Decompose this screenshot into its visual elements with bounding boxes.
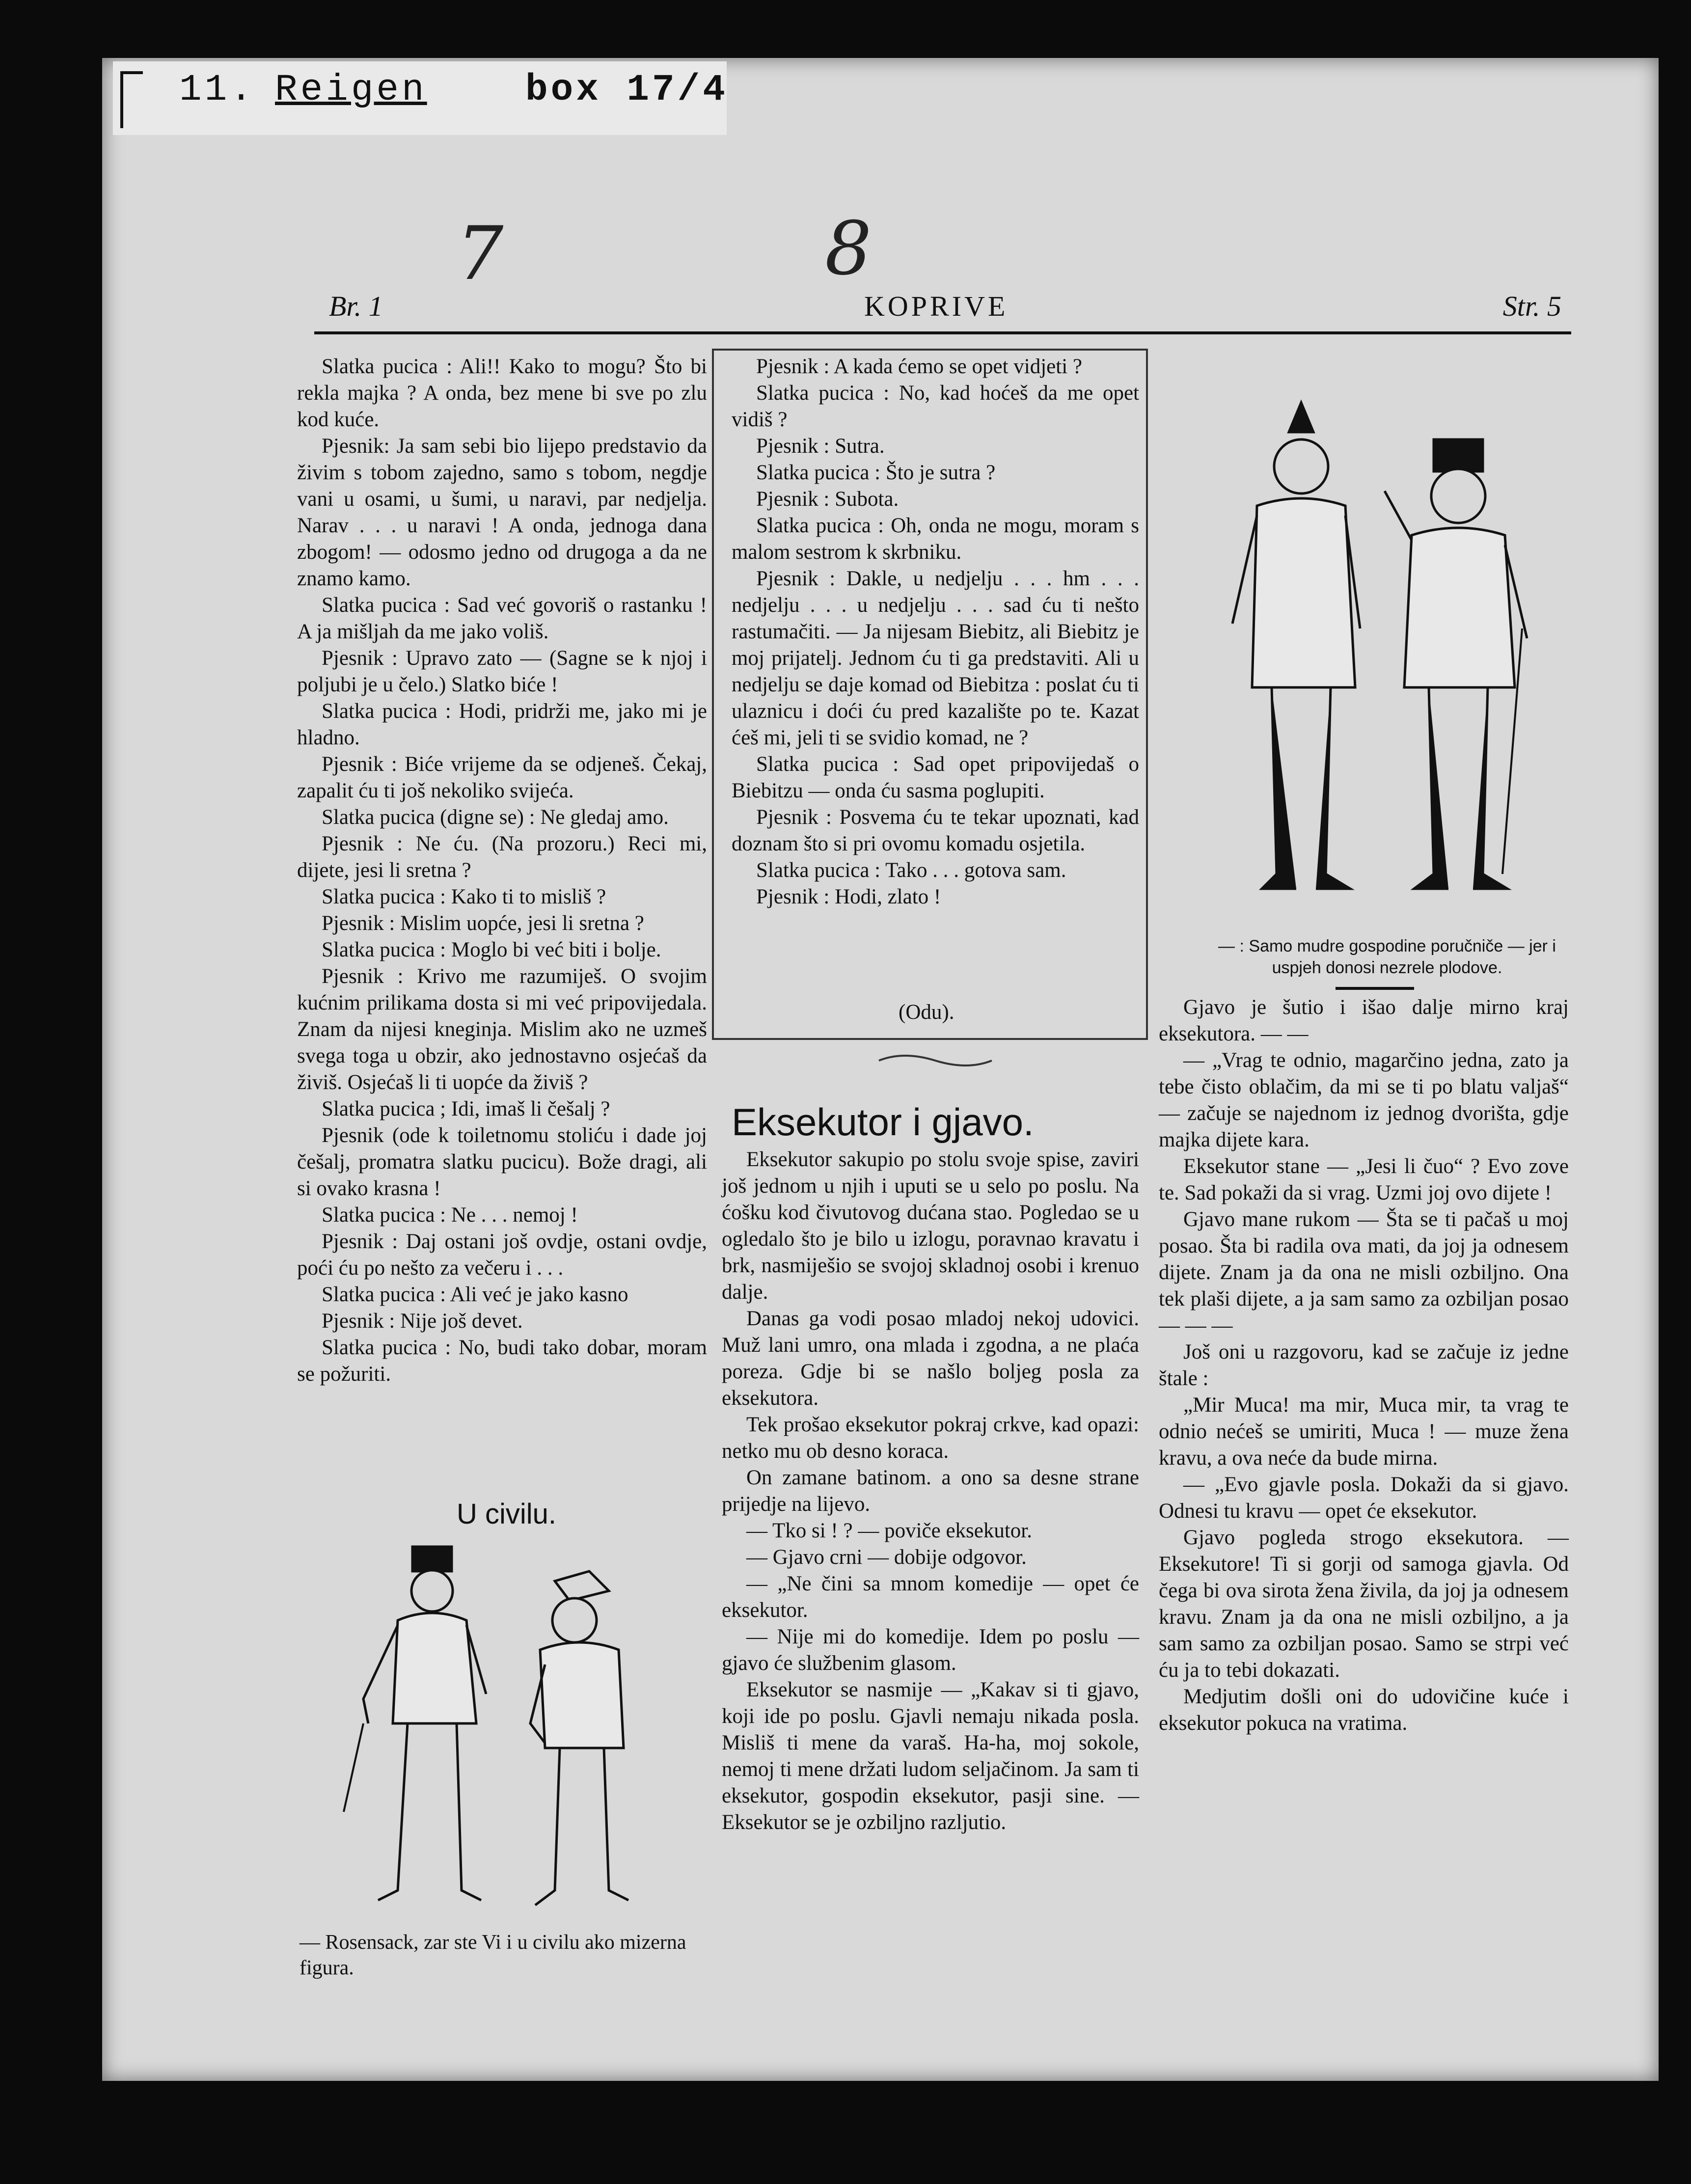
- col2-paragraph: Pjesnik : Subota.: [756, 488, 899, 511]
- archive-title: Reigen: [275, 69, 427, 111]
- col1-paragraph: Slatka pucica : Ne . . . nemoj !: [322, 1203, 578, 1227]
- story-paragraph: Eksekutor se nasmije — „Kakav si ti gjavo, koji ide po poslu. Gjavli nemaju nikada posla. Misliš ti mene da varaš. Ha-ha, moj sokole, nemoj ti mene držati ludom seljačinom. Ja sam ti eksekutor, gospodin eksekutor, pasji sine. — Eksekutor se je ozbiljno razljutio.: [722, 1678, 1139, 1834]
- exit-stage-direction: (Odu).: [899, 1001, 955, 1024]
- col1-paragraph: Slatka pucica : Kako ti to misliš ?: [322, 885, 606, 908]
- col2-paragraph: Slatka pucica : Što je sutra ?: [756, 461, 996, 484]
- col3-paragraph: Gjavo mane rukom — Šta se ti pačaš u moj posao. Šta bi radila ova mati, da joj ja odnesem dijete. Znam ja da ona ne misli ozbiljno. Ona tek plaši dijete, a ja sam samo za ozbiljan posao — — —: [1159, 1208, 1569, 1337]
- col1-paragraph: Pjesnik (ode k toiletnomu stoliću i dade joj češalj, promatra slatku pucicu). Bože dragi, ali si ovako krasna !: [297, 1124, 707, 1200]
- story-paragraph: — „Ne čini sa mnom komedije — opet će eksekutor.: [722, 1572, 1139, 1622]
- col3-paragraph: „Mir Muca! ma mir, Muca mir, ta vrag te odnio nećeš se umiriti, Muca ! — muze žena kravu, a ova neće da bude mirna.: [1159, 1393, 1569, 1470]
- col3-paragraph: Gjavo je šutio i išao dalje mirno kraj eksekutora. — —: [1159, 996, 1569, 1045]
- story-paragraph: — Tko si ! ? — poviče eksekutor.: [746, 1519, 1032, 1542]
- col1-paragraph: Slatka pucica (digne se) : Ne gledaj amo.: [322, 806, 669, 829]
- col1-paragraph: Slatka pucica : Sad već govoriš o rastanku ! A ja mišljah da me jako voliš.: [297, 594, 707, 643]
- column-1-dialogue: [297, 354, 707, 1388]
- issue-number: Br. 1: [329, 290, 383, 322]
- story-title: Eksekutor i gjavo.: [732, 1100, 1034, 1144]
- page-number: Str. 5: [1502, 290, 1561, 322]
- column-2-story: [722, 1147, 1139, 1836]
- col1-paragraph: Pjesnik: Ja sam sebi bio lijepo predstavio da živim s tobom zajedno, samo s tobom, negdje vani u osami, u šumi, u naravi, par nedjelja. Narav . . . u naravi ! A onda, jednoga dana zbogom! — odosmo jedno od drugoga a da ne znamo kamo.: [297, 435, 707, 590]
- col1-paragraph: Slatka pucica : Moglo bi već biti i bolje.: [322, 938, 661, 961]
- col2-paragraph: Slatka pucica : Sad opet pripovijedaš o Biebitzu — onda ću sasma poglupiti.: [732, 753, 1139, 802]
- caption-rule: [1336, 987, 1414, 990]
- corner-bracket: [120, 71, 143, 128]
- column-3-story: [1159, 994, 1569, 1737]
- col3-paragraph: — „Evo gjavle posla. Dokaži da si gjavo. Odnesi tu kravu — opet će eksekutor.: [1159, 1473, 1569, 1523]
- col2-paragraph: Slatka pucica : Tako . . . gotova sam.: [756, 859, 1066, 882]
- col1-paragraph: Slatka pucica ; Idi, imaš li češalj ?: [322, 1097, 610, 1120]
- story-paragraph: Eksekutor sakupio po stolu svoje spise, zaviri još jednom u njih i uputi se u selo po poslu. Na ćošku kod čivutovog dućana stao. Pogledao se u ogledalo što je bilo u izlogu, poravnao kravatu i brk, nasmiješio se svojoj skladnoj osobi i krenuo dalje.: [722, 1148, 1139, 1304]
- handwritten-number-7: 7: [457, 211, 504, 297]
- ornament-divider: [874, 1051, 997, 1070]
- story-paragraph: Tek prošao eksekutor pokraj crkve, kad opazi: netko mu ob desno koraca.: [722, 1413, 1139, 1463]
- col2-paragraph: Slatka pucica : Oh, onda ne mogu, moram s malom sestrom k skrbniku.: [732, 514, 1139, 564]
- column-2-dialogue: [732, 354, 1139, 910]
- archive-box: box 17/4: [525, 69, 728, 111]
- col2-paragraph: Pjesnik : Dakle, u nedjelju . . . hm . . . nedjelju . . . u nedjelju . . . sad ću ti nešto rastumačiti. — Ja nijesam Biebitz, ali Biebitz je moj prijatelj. Jednom ću ti ga predstaviti. Ali u nedjelju se daje komad od Biebitza : poslat ću ti ulaznicu i doći ću pred kazalište po te. Kazat ćeš mi, jeli ti se svidio komad, ne ?: [732, 567, 1139, 749]
- story-paragraph: On zamane batinom. a ono sa desne strane prijedje na lijevo.: [722, 1466, 1139, 1516]
- newspaper-title: KOPRIVE: [864, 290, 1009, 322]
- col3-paragraph: Medjutim došli oni do udovičine kuće i eksekutor pokuca na vratima.: [1159, 1685, 1569, 1735]
- col3-paragraph: Eksekutor stane — „Jesi li čuo“ ? Evo zove te. Sad pokaži da si vrag. Uzmi joj ovo dijete !: [1159, 1155, 1569, 1204]
- col3-paragraph: Još oni u razgovoru, kad se začuje iz jedne štale :: [1159, 1340, 1569, 1390]
- officers-illustration: [1188, 393, 1561, 923]
- col1-paragraph: Pjesnik : Krivo me razumiješ. O svojim kućnim prilikama dosta si mi već pripovijedala. Znam da nijesi kneginja. Mislim ako ne uzmeš svega toga u obzir, ako jednostavno osjećaš da živiš. Osjećaš li ti uopće da živiš ?: [297, 965, 707, 1094]
- col3-paragraph: — „Vrag te odnio, magarčino jedna, zato ja tebe čisto oblačim, da mi se ti po blatu valjaš“ — začuje se najednom iz jednog dvorišta, gdje majka dijete kara.: [1159, 1049, 1569, 1151]
- page-header: [314, 285, 1571, 334]
- col2-paragraph: Pjesnik : Hodi, zlato !: [756, 885, 941, 908]
- col1-paragraph: Slatka pucica : Ali!! Kako to mogu? Što bi rekla majka ? A onda, bez mene bi sve po zlu kod kuće.: [297, 355, 707, 431]
- story-paragraph: — Gjavo crni — dobije odgovor.: [746, 1546, 1027, 1569]
- officers-caption: — : Samo mudre gospodine poručniče — jer i uspjeh donosi nezrele plodove.: [1218, 937, 1556, 977]
- handwritten-number-8: 8: [825, 206, 872, 292]
- civilu-heading: U civilu.: [457, 1498, 557, 1530]
- col1-paragraph: Pjesnik : Biće vrijeme da se odjeneš. Čekaj, zapalit ću ti još nekoliko svijeća.: [297, 753, 707, 802]
- col2-paragraph: Pjesnik : Posvema ću te tekar upoznati, kad doznam što si pri ovomu komadu osjetila.: [732, 806, 1139, 855]
- civilu-illustration: [314, 1537, 682, 1920]
- col3-paragraph: Gjavo pogleda strogo eksekutora. — Eksekutore! Ti si gorji od samoga gjavla. Od čega bi ova sirota žena živila, da joj ja odnesem kravu. Znam ja da ona ne misli ozbiljno, a ja sam samo za ozbiljan posao. Samo se strpi već ću ja to tebi dokazati.: [1159, 1526, 1569, 1682]
- col1-paragraph: Slatka pucica : No, budi tako dobar, moram se požuriti.: [297, 1336, 707, 1386]
- col1-paragraph: Pjesnik : Ne ću. (Na prozoru.) Reci mi, dijete, jesi li sretna ?: [297, 832, 707, 882]
- col1-paragraph: Slatka pucica : Hodi, pridrži me, jako mi je hladno.: [297, 700, 707, 749]
- story-paragraph: Danas ga vodi posao mladoj nekoj udovici. Muž lani umro, ona mlada i zgodna, a ne plaća poreza. Gdje bi se našlo boljeg posla za eksekutora.: [722, 1307, 1139, 1410]
- col2-paragraph: Pjesnik : A kada ćemo se opet vidjeti ?: [756, 355, 1082, 378]
- story-paragraph: — Nije mi do komedije. Idem po poslu — gjavo će službenim glasom.: [722, 1625, 1139, 1675]
- col1-paragraph: Slatka pucica : Ali već je jako kasno: [322, 1283, 628, 1306]
- col1-paragraph: Pjesnik : Daj ostani još ovdje, ostani ovdje, poći ću po nešto za večeru i . . .: [297, 1230, 707, 1280]
- col2-paragraph: Pjesnik : Sutra.: [756, 435, 885, 458]
- civilu-caption: — Rosensack, zar ste Vi i u civilu ako mizerna figura.: [300, 1931, 686, 1979]
- col1-paragraph: Pjesnik : Mislim uopće, jesi li sretna ?: [322, 912, 644, 935]
- col1-paragraph: Pjesnik : Nije još devet.: [322, 1310, 523, 1333]
- col1-paragraph: Pjesnik : Upravo zato — (Sagne se k njoj i poljubi je u čelo.) Slatko biće !: [297, 647, 707, 696]
- col2-paragraph: Slatka pucica : No, kad hoćeš da me opet vidiš ?: [732, 382, 1139, 431]
- archive-number: 11.: [179, 69, 255, 111]
